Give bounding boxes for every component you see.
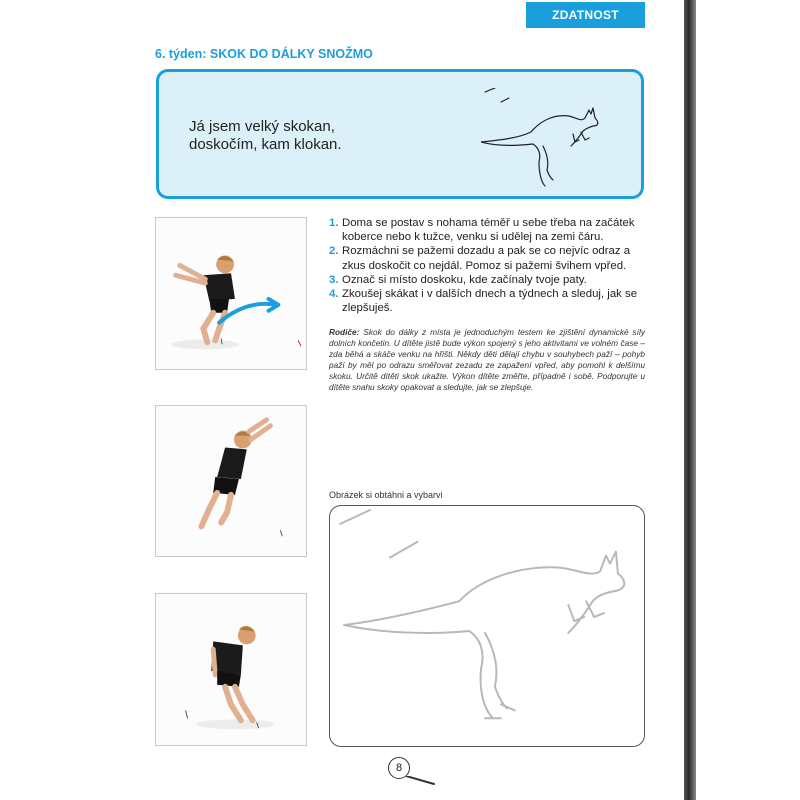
section-tag: ZDATNOST — [526, 2, 645, 28]
parents-note-label: Rodiče: — [329, 327, 360, 337]
step-number: 3. — [329, 273, 339, 286]
kangaroo-illustration — [481, 88, 611, 188]
photo-jump-preparation — [155, 217, 307, 370]
drawing-instruction: Obrázek si obtáhni a vybarvi — [329, 490, 443, 500]
magnifier-handle-icon — [406, 776, 436, 786]
page-number: 8 — [388, 757, 410, 779]
step-number: 2. — [329, 245, 339, 258]
rhyme-box — [156, 69, 644, 199]
step-text: Označ si místo doskoku, kde začínaly tvoje paty. — [342, 273, 587, 286]
step-1 — [329, 216, 645, 244]
instruction-steps — [329, 216, 645, 315]
step-2 — [329, 244, 645, 272]
parents-note — [329, 327, 645, 394]
step-number: 1. — [329, 217, 339, 229]
step-number: 4. — [329, 288, 339, 301]
child-landing-image — [156, 594, 306, 745]
step-text: Zkoušej skákat i v dalších dnech a týdnech a sleduj, jak se zlepšuješ. — [342, 288, 638, 315]
parents-note-text: Skok do dálky z místa je jednoduchým testem ke zjištění dynamické síly dolních končetin. U dítěte jistě bude výkon spojený s jeho aktivitami ve volném čase – zda běhá a skáče venku na hřišti. Někdy děti dělají chybu v souhybech paží – pohyb paží by měl po odrazu směřovat zezadu ze zapažení vpřed, aby pomohl k delšímu skoku. Určitě dítěti skok ukažte. Výkon dítěte změřte, případně i sobě. Podporujte u dítěte snahu skoky opakovat a sledujte, jak se zlepšuje. — [329, 327, 645, 393]
child-crouch-image — [156, 218, 306, 369]
tracing-box — [329, 505, 645, 747]
photo-jump-landing — [155, 593, 307, 746]
page-title: 6. týden: SKOK DO DÁLKY SNOŽMO — [155, 47, 373, 61]
step-text: Doma se postav s nohama téměř u sebe třeba na začátek koberce nebo k tužce, venku si udělej na zemi čáru. — [342, 217, 635, 244]
step-3 — [329, 273, 645, 287]
photo-jump-flight — [155, 405, 307, 557]
page-edge-shadow — [684, 0, 696, 800]
kangaroo-tracing-outline — [330, 506, 644, 746]
rhyme-line-2: doskočím, kam klokan. — [189, 136, 342, 153]
rhyme-line-1: Já jsem velký skokan, — [189, 118, 335, 135]
step-4 — [329, 287, 645, 315]
step-text: Rozmáchni se pažemi dozadu a pak se co nejvíc odraz a zkus doskočit co nejdál. Pomoz si pažemi švihem vpřed. — [342, 245, 631, 272]
child-jumping-image — [156, 406, 306, 556]
